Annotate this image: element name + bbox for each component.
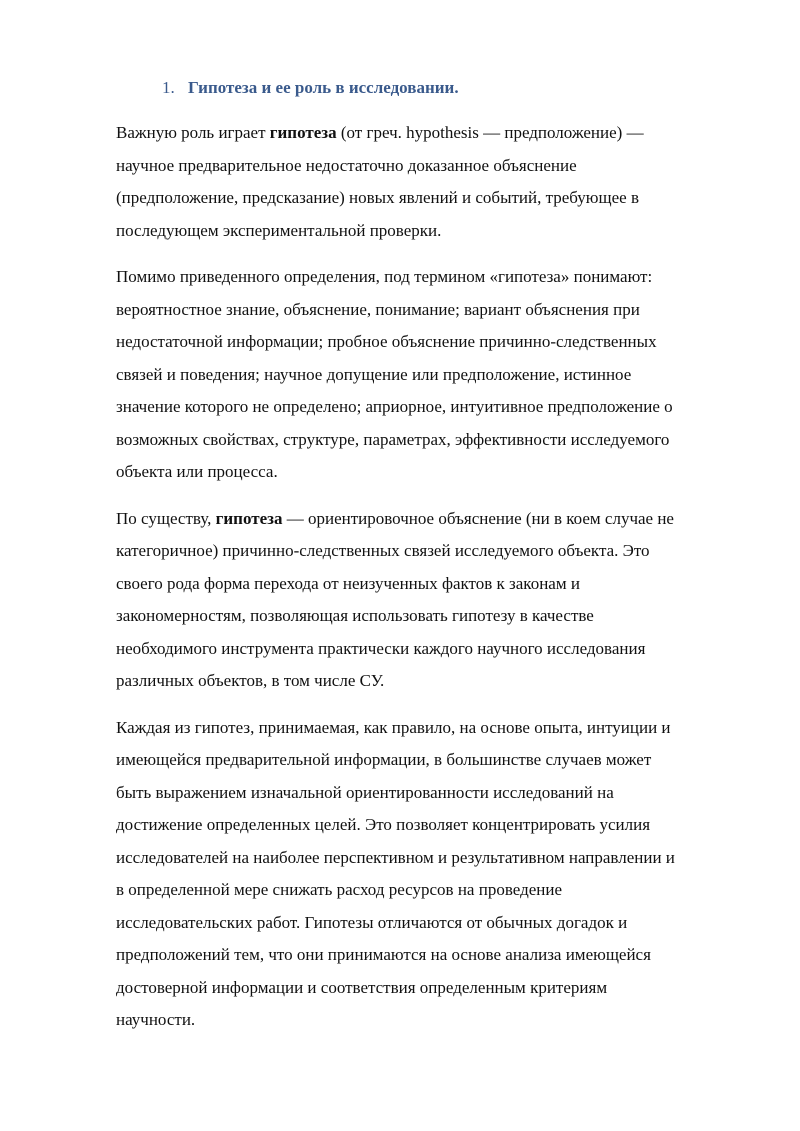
text-line [116,215,746,248]
section-heading [162,76,722,100]
text-run: (от греч. hypothesis — предположение) — [336,123,644,142]
body-text [116,117,746,1051]
text-run: быть выражением изначальной ориентированности исследований на [116,782,614,802]
heading-title: Гипотеза и ее роль в исследовании. [188,78,459,97]
text-run: научное предварительное недостаточно доказанное объяснение [116,155,577,175]
text-run: По существу, [116,508,216,528]
text-run: Важную роль играет [116,123,270,142]
text-line [116,568,746,601]
text-run: значение которого не определено; априорное, интуитивное предположение о [116,397,673,416]
text-line [116,633,746,666]
bold-term: гипотеза [215,508,283,528]
text-run: недостаточной информации; пробное объяснение причинно-следственных [116,332,657,351]
text-run: научности. [116,1010,196,1029]
text-line [116,456,746,489]
text-line [116,842,746,875]
text-run: в определенной мере снижать расход ресурсов на проведение [116,880,563,899]
text-run: категоричное) причинно-следственных связей исследуемого объекта. Это [116,541,650,560]
text-run: объекта или процесса. [116,462,278,481]
text-run: необходимого инструмента практически каждого научного исследования [116,638,646,658]
text-line [116,907,746,940]
text-run: предположений тем, что они принимаются на основе анализа имеющейся [116,945,651,964]
text-run: различных объектов, в том числе СУ. [116,671,385,690]
paragraph [116,261,746,489]
text-line [116,150,746,183]
text-run: (предположение, предсказание) новых явлений и событий, требующее в [116,188,639,207]
text-run: Помимо приведенного определения, под термином «гипотеза» понимают: [116,267,653,286]
paragraph [116,117,746,247]
text-run: своего рода форма перехода от неизученных фактов к законам и [116,573,580,593]
text-line [116,294,746,327]
text-line [116,777,746,810]
text-line [116,261,746,294]
paragraph [116,712,746,1037]
text-line [116,874,746,907]
text-line [116,391,746,424]
text-line [116,535,746,568]
text-line [116,744,746,777]
text-line [116,600,746,633]
text-line [116,712,746,745]
text-run: достижение определенных целей. Это позволяет концентрировать усилия [116,815,651,834]
text-line [116,972,746,1005]
text-line [116,809,746,842]
text-run: вероятностное знание, объяснение, понимание; вариант объяснения при [116,299,640,319]
bold-term: гипотеза [269,123,337,142]
text-line [116,503,746,536]
text-line [116,182,746,215]
text-run: последующем экспериментальной проверки. [116,220,442,240]
text-line [116,117,746,150]
text-line [116,665,746,698]
text-run: достоверной информации и соответствия определенным критериям [116,977,608,997]
text-run: — ориентировочное объяснение (ни в коем случае не [282,508,674,528]
text-run: закономерностям, позволяющая использовать гипотезу в качестве [116,606,594,625]
text-line [116,939,746,972]
text-line [116,424,746,457]
text-run: имеющейся предварительной информации, в большинстве случаев может [116,750,652,769]
text-run: исследовательских работ. Гипотезы отличаются от обычных догадок и [116,912,628,932]
heading-number: 1. [162,78,175,97]
text-line [116,1004,746,1037]
text-run: исследователей на наиболее перспективном и результативном направлении и [116,847,675,867]
text-line [116,326,746,359]
text-line [116,359,746,392]
paragraph [116,503,746,698]
text-run: возможных свойствах, структуре, параметрах, эффективности исследуемого [116,429,670,449]
text-run: Каждая из гипотез, принимаемая, как правило, на основе опыта, интуиции и [116,717,671,737]
text-run: связей и поведения; научное допущение или предположение, истинное [116,364,632,384]
